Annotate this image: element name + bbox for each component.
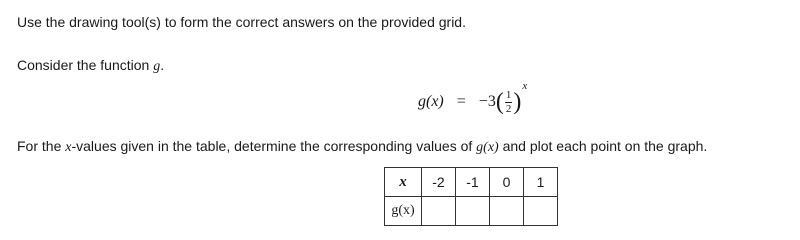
g-value-cell[interactable] (490, 197, 524, 226)
g-value-cell[interactable] (456, 197, 490, 226)
formula-lhs: g(x) (418, 93, 444, 110)
question-function-name: g (476, 140, 484, 155)
values-table (384, 167, 558, 226)
formula-equals: = (456, 93, 466, 110)
g-value-cell[interactable] (422, 197, 456, 226)
x-value-cell: -1 (456, 168, 490, 197)
x-value-cell: 0 (490, 168, 524, 197)
x-row (385, 168, 558, 197)
question-part2: -values given in the table, determine the corresponding values of (71, 138, 477, 154)
question-part1: For the (17, 138, 66, 154)
x-value-cell: 1 (524, 168, 558, 197)
g-row (385, 197, 558, 226)
g-value-cell[interactable] (524, 197, 558, 226)
fraction-numerator: 1 (505, 88, 512, 101)
instruction-text: Use the drawing tool(s) to form the correct answers on the provided grid. (17, 14, 466, 30)
formula-exponent: x (522, 80, 528, 92)
consider-function-text (17, 57, 164, 75)
function-formula (418, 80, 528, 120)
g-header: g(x) (385, 197, 422, 226)
consider-suffix: . (160, 57, 165, 73)
function-name: g (153, 59, 161, 74)
question-part3: and plot each point on the graph. (498, 138, 708, 154)
fraction-denominator: 2 (505, 102, 512, 115)
consider-prefix: Consider the function (17, 57, 154, 73)
question-text (17, 138, 707, 156)
formula-coefficient: −3 (478, 93, 496, 110)
formula-close-paren: ) (513, 89, 522, 115)
formula-open-paren: ( (495, 89, 504, 115)
question-function-arg: (x) (483, 140, 499, 155)
question-variable: x (65, 140, 72, 155)
formula-fraction (505, 90, 513, 115)
x-value-cell: -2 (422, 168, 456, 197)
x-header: x (385, 168, 422, 197)
